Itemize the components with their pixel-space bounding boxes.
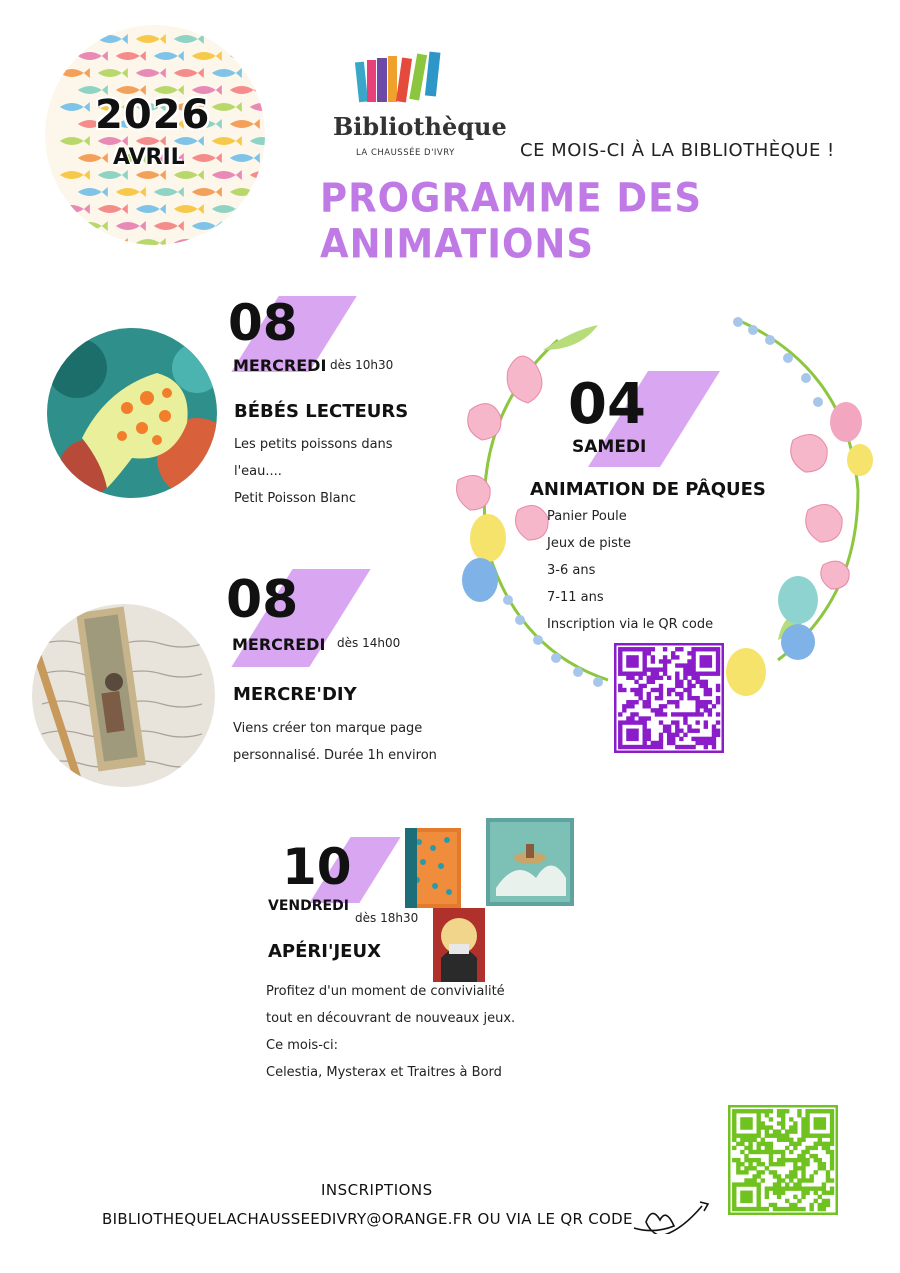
easter-qr-code[interactable] <box>614 643 724 753</box>
event-title: BÉBÉS LECTEURS <box>234 401 409 422</box>
fish-icon <box>212 34 242 44</box>
description-line: tout en découvrant de nouveaux jeux. <box>266 1011 516 1026</box>
traitres-a-bord-game-box <box>433 908 485 982</box>
fish-icon <box>212 238 242 245</box>
description-line: personnalisé. Durée 1h environ <box>233 748 437 763</box>
description-line: Les petits poissons dans <box>234 437 393 452</box>
description-line: l'eau.... <box>234 464 282 479</box>
fish-icon <box>250 34 265 44</box>
library-books-logo-icon <box>355 48 445 108</box>
event-time: dès 14h00 <box>337 636 401 650</box>
event-title: MERCRE'DIY <box>233 684 357 705</box>
event-day-name: SAMEDI <box>572 437 647 457</box>
fish-icon <box>250 68 265 78</box>
inscription-qr-code[interactable] <box>728 1105 838 1215</box>
event-day-number: 10 <box>282 838 352 896</box>
year-label: 2026 <box>95 92 211 138</box>
event-title: ANIMATION DE PÂQUES <box>530 479 766 500</box>
event-day-number: 04 <box>568 372 646 437</box>
fish-icon <box>230 221 260 231</box>
page-title: PROGRAMME DES ANIMATIONS <box>320 174 702 268</box>
event-day-name: MERCREDI <box>232 635 326 654</box>
description-line: 3-6 ans <box>547 563 596 578</box>
event-day-number: 08 <box>226 570 299 630</box>
event-day-name: MERCREDI <box>233 356 327 375</box>
footer-inscriptions-label: INSCRIPTIONS <box>321 1181 433 1199</box>
fish-icon <box>250 204 265 214</box>
description-line: Jeux de piste <box>547 536 632 551</box>
description-line: 7-11 ans <box>547 590 604 605</box>
library-subtitle: LA CHAUSSÉE D'IVRY <box>356 148 455 158</box>
heart-arrow-icon <box>632 1198 712 1234</box>
mysterax-game-box <box>405 828 461 908</box>
event-description <box>547 503 713 638</box>
month-label: AVRIL <box>113 145 185 170</box>
bebes-lecteurs-photo <box>47 328 217 498</box>
celestia-game-box <box>486 818 574 906</box>
description-line: Inscription via le QR code <box>547 617 714 632</box>
event-time: dès 18h30 <box>355 911 419 925</box>
fish-icon <box>250 238 265 245</box>
description-line: Viens créer ton marque page <box>233 721 423 736</box>
event-title: APÉRI'JEUX <box>268 941 381 962</box>
tagline: CE MOIS-CI À LA BIBLIOTHÈQUE ! <box>520 140 835 161</box>
fish-icon <box>60 238 90 245</box>
description-line: Celestia, Mysterax et Traitres à Bord <box>266 1065 502 1080</box>
fish-icon <box>60 34 90 44</box>
mercre-diy-photo <box>32 604 215 787</box>
library-name: Bibliothèque <box>333 112 507 141</box>
description-line: Petit Poisson Blanc <box>234 491 357 506</box>
event-day-number: 08 <box>228 294 298 352</box>
event-description <box>233 715 437 769</box>
description-line: Ce mois-ci: <box>266 1038 339 1053</box>
description-line: Profitez d'un moment de convivialité <box>266 984 505 999</box>
event-day-name: VENDREDI <box>268 898 349 914</box>
event-description <box>234 431 393 512</box>
event-description <box>266 978 515 1086</box>
footer-contact-email[interactable]: BIBLIOTHEQUELACHAUSSEEDIVRY@ORANGE.FR OU VIA LE QR CODE <box>102 1210 633 1228</box>
event-time: dès 10h30 <box>330 358 394 372</box>
description-line: Panier Poule <box>547 509 627 524</box>
